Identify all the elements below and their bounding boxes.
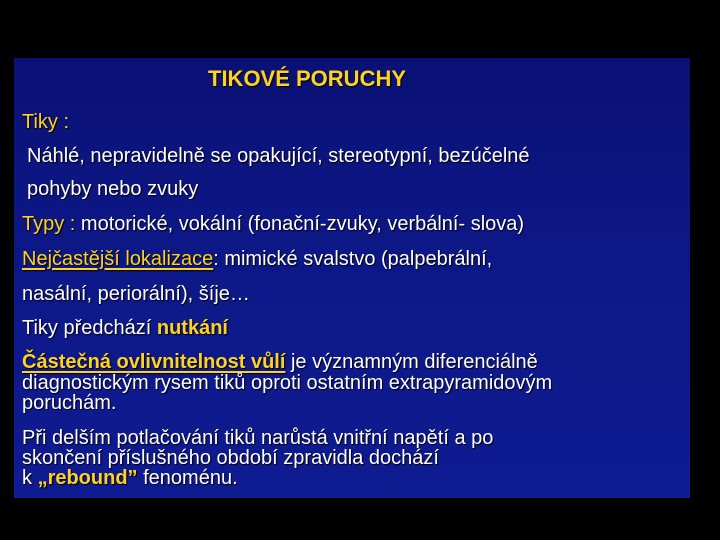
tiky-definition-line-2: pohyby nebo zvuky — [27, 178, 199, 200]
lokalizace-line-2: nasální, periorální), šíje… — [22, 283, 250, 305]
typy-line — [22, 214, 524, 234]
rebound-emphasis: „rebound” — [37, 467, 138, 489]
potlaceni-prefix: k — [22, 467, 38, 489]
tiky-label: Tiky : — [22, 111, 70, 133]
potlaceni-suffix: fenoménu. — [137, 467, 238, 489]
castecna-text: je významným diferenciálně — [285, 351, 538, 373]
predchazi-line — [22, 318, 228, 338]
slide-title: TIKOVÉ PORUCHY — [208, 66, 407, 91]
castecna-line-3: poruchám. — [22, 392, 117, 414]
lokalizace-line — [22, 249, 492, 269]
typy-text: motorické, vokální (fonační-zvuky, verbální- slova) — [75, 213, 525, 235]
typy-label: Typy : — [22, 213, 76, 235]
castecna-line-1 — [22, 352, 538, 372]
lokalizace-text: : mimické svalstvo (palpebrální, — [213, 248, 493, 270]
castecna-emphasis: Částečná ovlivnitelnost vůlí — [22, 351, 286, 373]
potlaceni-line-1: Při delším potlačování tiků narůstá vnitřní napětí a po — [22, 427, 494, 449]
tiky-definition-line-1: Náhlé, nepravidelně se opakující, stereotypní, bezúčelné — [27, 145, 530, 167]
predchazi-text: Tiky předchází — [22, 317, 157, 339]
potlaceni-line-3 — [22, 468, 238, 488]
potlaceni-line-2: skončení příslušného období zpravidla dochází — [22, 447, 439, 469]
predchazi-emphasis: nutkání — [156, 317, 228, 339]
lokalizace-label: Nejčastější lokalizace — [22, 248, 214, 270]
castecna-line-2: diagnostickým rysem tiků oproti ostatním extrapyramidovým — [22, 372, 553, 394]
